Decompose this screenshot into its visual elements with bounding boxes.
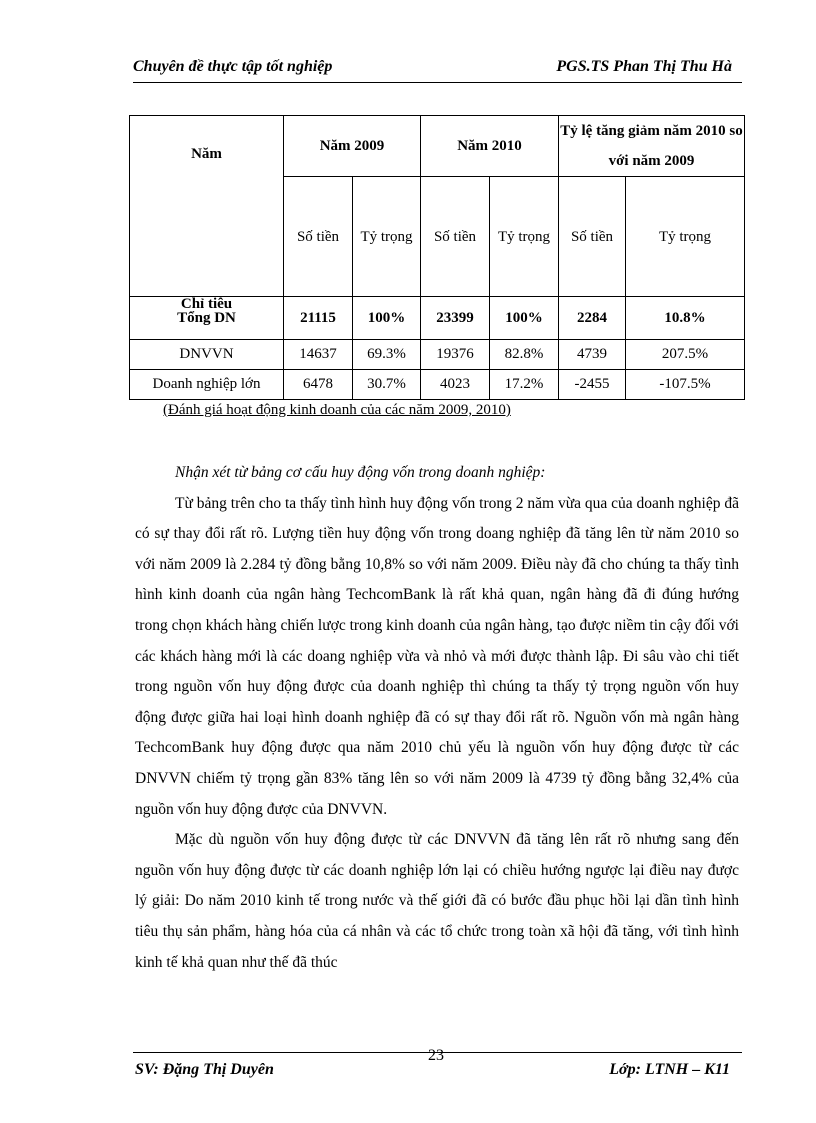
subheader-share: Tỷ trọng: [353, 177, 421, 297]
row-label: Tổng DN: [130, 297, 284, 340]
year-2009-header: Năm 2009: [284, 116, 421, 177]
body-text: [135, 458, 739, 978]
paragraph: Mặc dù nguồn vốn huy động được từ các DNVVN đã tăng lên rất rõ nhưng sang đến nguồn vốn huy động được từ các doanh nghiệp lớn lại có chiều hướng ngược lại điều nay được lý giải: Do năm 2010 kinh tế trong nước và thế giới đã có bước đầu phục hồi lại dần tình hình tiêu thụ sản phẩm, hàng hóa của cá nhân và các tổ chức trong toàn xã hội đã tăng, với tình hình kinh tế khả quan như thế đã thúc: [135, 831, 739, 971]
page-number: 23: [428, 1047, 444, 1064]
footer-student: SV: Đặng Thị Duyên: [135, 1061, 274, 1078]
cell-share-2010: 17.2%: [490, 370, 559, 400]
row-label: DNVVN: [130, 340, 284, 370]
header-title: Chuyên đề thực tập tốt nghiệp: [133, 58, 333, 75]
table-row: [130, 370, 745, 400]
page-footer: [133, 1047, 742, 1083]
cell-share-2009: 69.3%: [353, 340, 421, 370]
corner-year-label: Năm: [191, 146, 222, 162]
footer-class: Lớp: LTNH – K11: [609, 1061, 730, 1078]
change-header: Tỷ lệ tăng giảm năm 2010 so với năm 2009: [559, 116, 745, 177]
paragraph: Từ bảng trên cho ta thấy tình hình huy động vốn trong 2 năm vừa qua của doanh nghiệp đã có sự thay đổi rất rõ. Lượng tiền huy động vốn trong doang nghiệp đã tăng lên từ năm 2010 so với năm 2009 là 2.284 tỷ đồng bằng 10,8% so với năm 2009. Điều này đã cho chúng ta thấy tình hình kinh doanh của ngân hàng TechcomBank là rất khả quan, ngân hàng đã đi đúng hướng trong chọn khách hàng chiến lược trong kinh doanh của ngân hàng, tạo được niềm tin cậy đối với các khách hàng mới là các doang nghiệp vừa và nhỏ và mới được thành lập. Đi sâu vào chi tiết trong nguồn vốn huy động được của doanh nghiệp thì chúng ta thấy tỷ trọng nguồn vốn huy động được giữa hai loại hình doanh nghiệp đã có sự thay đổi rất rõ. Nguồn vốn mà ngân hàng TechcomBank huy động được qua năm 2010 chủ yếu là nguồn vốn huy động được từ các DNVVN chiếm tỷ trọng gần 83% tăng lên so với năm 2009 là 4739 tỷ đồng bằng 32,4% của nguồn vốn huy động được của DNVVN.: [135, 494, 739, 818]
capital-structure-table: [129, 115, 745, 400]
subheader-share: Tỷ trọng: [490, 177, 559, 297]
subheader-share: Tỷ trọng: [626, 177, 745, 297]
table-row: [130, 340, 745, 370]
subheader-amount: Số tiền: [421, 177, 490, 297]
cell-delta-share: -107.5%: [626, 370, 745, 400]
page-header: [133, 58, 742, 83]
year-2010-header: Năm 2010: [421, 116, 559, 177]
cell-amount-2010: 4023: [421, 370, 490, 400]
cell-share-2009: 30.7%: [353, 370, 421, 400]
section-lead: Nhận xét từ bảng cơ cấu huy động vốn trong doanh nghiệp:: [175, 464, 546, 481]
cell-amount-2009: 6478: [284, 370, 353, 400]
header-author: PGS.TS Phan Thị Thu Hà: [556, 58, 732, 75]
corner-criteria-label: Chỉ tiêu: [180, 296, 233, 312]
table-corner-cell: [130, 116, 284, 312]
cell-delta-amount: -2455: [559, 370, 626, 400]
cell-amount-2010: 19376: [421, 340, 490, 370]
cell-share-2009: 100%: [353, 297, 421, 340]
cell-delta-share: 10.8%: [626, 297, 745, 340]
cell-amount-2010: 23399: [421, 297, 490, 340]
cell-amount-2009: 21115: [284, 297, 353, 340]
cell-delta-amount: 4739: [559, 340, 626, 370]
row-label: Doanh nghiệp lớn: [130, 370, 284, 400]
subheader-amount: Số tiền: [284, 177, 353, 297]
subheader-amount: Số tiền: [559, 177, 626, 297]
cell-delta-share: 207.5%: [626, 340, 745, 370]
cell-delta-amount: 2284: [559, 297, 626, 340]
cell-amount-2009: 14637: [284, 340, 353, 370]
cell-share-2010: 82.8%: [490, 340, 559, 370]
cell-share-2010: 100%: [490, 297, 559, 340]
table-source-note: (Đánh giá hoạt động kinh doanh của các năm 2009, 2010): [163, 402, 511, 418]
